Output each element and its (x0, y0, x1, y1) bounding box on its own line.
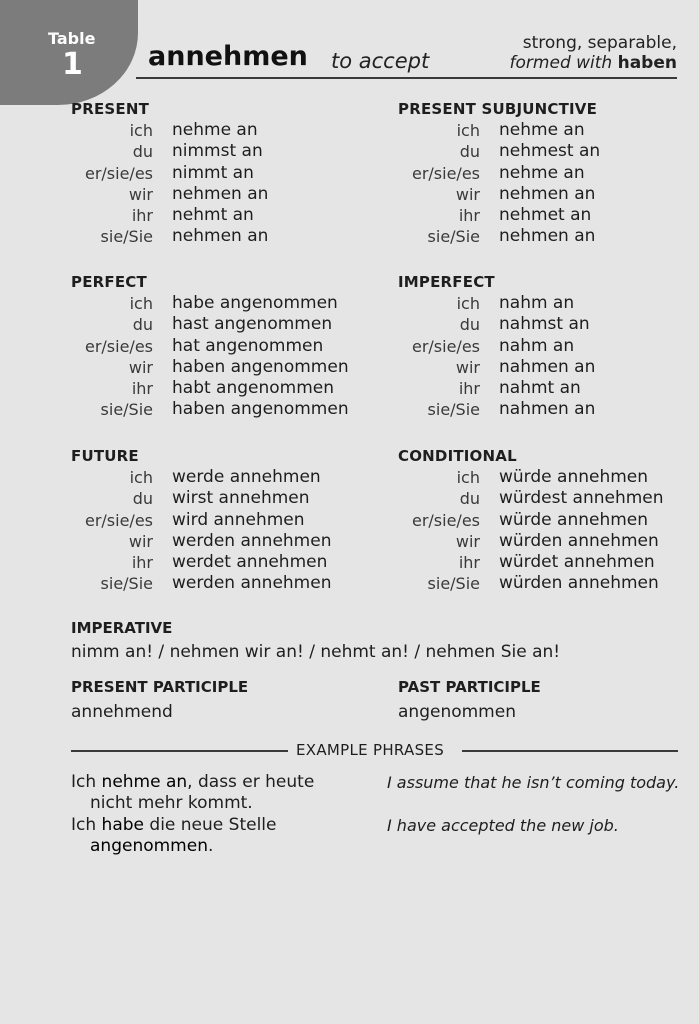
conjugation-row (398, 509, 649, 531)
verb-form: nahmt an (499, 378, 581, 399)
pronoun: wir (455, 184, 480, 204)
conjugation-row (71, 399, 349, 420)
conjugation-row (398, 226, 597, 247)
header-rule (136, 77, 677, 79)
conjugation-row (398, 335, 575, 357)
conjugation-row (398, 205, 597, 226)
verb-form: nahm an (499, 293, 575, 313)
pronoun: ich (129, 121, 153, 140)
pronoun: ihr (458, 553, 480, 573)
verb-class-info: strong, separable, (522, 33, 677, 53)
verb-form: nehmen an (172, 183, 269, 204)
auxiliary-info: formed with haben (509, 53, 677, 73)
pronoun: ihr (131, 553, 153, 573)
verb-form: würdest annehmen (499, 488, 664, 509)
verb-form: nahmen an (499, 399, 596, 420)
verb-form: würden annehmen (499, 573, 659, 594)
conjugation-row (71, 183, 269, 205)
example-verb: nehme an (101, 772, 188, 792)
verb-form: nehmen an (499, 183, 596, 204)
example-phrases-label: EXAMPLE PHRASES (296, 741, 445, 759)
verb-form: hast angenommen (172, 314, 333, 335)
pronoun: wir (455, 357, 480, 377)
pronoun: sie/Sie (100, 574, 153, 594)
conjugation-row (71, 488, 310, 509)
pronoun: wir (455, 531, 480, 551)
section-title: IMPERFECT (398, 273, 495, 291)
pronoun: wir (128, 531, 153, 551)
verb-form: würde annehmen (499, 509, 649, 530)
conjugation-row (398, 488, 664, 509)
pronoun: er/sie/es (84, 510, 153, 530)
verb-form: werden annehmen (172, 530, 332, 551)
conjugation-row (71, 226, 269, 247)
present-participle-value: annehmend (71, 702, 173, 722)
verb-form: haben angenommen (172, 356, 349, 377)
conjugation-row (71, 314, 333, 335)
conjugation-row (398, 552, 655, 573)
pronoun: ich (456, 468, 480, 487)
conjugation-row (398, 141, 601, 162)
verb-form: nehmest an (499, 141, 601, 162)
section-title: PRESENT SUBJUNCTIVE (398, 100, 598, 118)
conjugation-row (71, 141, 263, 162)
pronoun: du (132, 142, 153, 162)
verb-form: werde annehmen (172, 467, 321, 487)
example-english-2: I have accepted the new job. (387, 816, 619, 835)
section-future (71, 445, 332, 595)
conjugation-row (71, 530, 332, 552)
conjugation-row (398, 467, 649, 488)
verb-form: nimmt an (172, 162, 254, 183)
pronoun: er/sie/es (84, 163, 153, 183)
pronoun: ich (129, 294, 153, 313)
example-verb: angenommen (90, 836, 208, 856)
table-label: Table (48, 29, 96, 48)
section-perfect (71, 271, 349, 421)
conjugation-row (398, 378, 581, 399)
conjugation-row (398, 120, 597, 141)
pronoun: du (132, 315, 153, 335)
conjugation-row (71, 356, 349, 378)
verb-form: habt angenommen (172, 378, 335, 399)
conjugation-row (71, 335, 324, 357)
pronoun: ihr (131, 379, 153, 399)
example-german-1: Ich nehme an, dass er heute nicht mehr kommt. (71, 772, 315, 813)
past-participle-value: angenommen (398, 702, 516, 722)
conjugation-row (398, 163, 597, 184)
pronoun: sie/Sie (427, 574, 480, 594)
pronoun: er/sie/es (411, 336, 480, 356)
conjugation-row (71, 378, 335, 399)
conjugation-row (398, 184, 597, 205)
conjugation-row (398, 399, 596, 420)
verb-form: werdet annehmen (172, 552, 328, 573)
pronoun: du (459, 142, 480, 162)
example-german-2: Ich habe die neue Stelle angenommen. (71, 815, 277, 856)
section-title: CONDITIONAL (398, 447, 517, 465)
section-imperfect (398, 271, 596, 421)
verb-form: nehmen an (499, 226, 596, 247)
table-tab (0, 0, 138, 105)
imperative-title: IMPERATIVE (71, 619, 173, 637)
section-title: PERFECT (71, 273, 147, 291)
pronoun: er/sie/es (84, 336, 153, 356)
verb-form: nehme an (499, 120, 585, 140)
pronoun: sie/Sie (100, 400, 153, 420)
conjugation-row (71, 573, 332, 594)
section-present-subjunctive (398, 98, 601, 248)
conjugation-row (71, 467, 321, 488)
pronoun: ihr (131, 206, 153, 226)
verb-form: nehmen an (172, 226, 269, 247)
example-rule-left (71, 750, 288, 752)
pronoun: wir (128, 357, 153, 377)
example-verb: habe (101, 815, 144, 835)
example-english-1: I assume that he isn’t coming today. (387, 773, 680, 792)
section-title: FUTURE (71, 447, 139, 465)
verb-form: würdet annehmen (499, 552, 655, 573)
verb-form: hat angenommen (172, 335, 324, 356)
imperative-forms: nimm an! / nehmen wir an! / nehmt an! / nehmen Sie an! (71, 642, 561, 662)
example-rule-right (462, 750, 678, 752)
verb-form: habe angenommen (172, 293, 338, 313)
verb-form: wird annehmen (172, 509, 305, 530)
pronoun: du (459, 489, 480, 509)
pronoun: du (459, 315, 480, 335)
pronoun: ich (129, 468, 153, 487)
pronoun: du (132, 489, 153, 509)
verb-form: haben angenommen (172, 399, 349, 420)
conjugation-row (71, 293, 338, 314)
verb-form: nehmt an (172, 205, 254, 226)
section-present (71, 98, 269, 248)
pronoun: ich (456, 294, 480, 313)
verb-title: annehmen (148, 41, 308, 72)
present-participle-title: PRESENT PARTICIPLE (71, 678, 249, 696)
verb-translation: to accept (331, 49, 430, 73)
verb-form: würden annehmen (499, 530, 659, 551)
verb-form: nahmen an (499, 356, 596, 377)
conjugation-row (71, 552, 328, 573)
verb-form: nehme an (172, 120, 258, 140)
pronoun: wir (128, 184, 153, 204)
conjugation-row (398, 293, 575, 314)
pronoun: er/sie/es (411, 163, 480, 183)
pronoun: ihr (458, 379, 480, 399)
conjugation-row (71, 205, 254, 226)
section-title: PRESENT (71, 100, 150, 118)
pronoun: sie/Sie (427, 227, 480, 247)
verb-form: wirst annehmen (172, 488, 310, 509)
conjugation-row (71, 120, 258, 141)
verb-form: nahm an (499, 335, 575, 356)
conjugation-row (398, 356, 596, 378)
verb-form: nimmst an (172, 141, 263, 162)
conjugation-row (71, 162, 254, 184)
verb-form: nehme an (499, 162, 585, 183)
section-conditional (398, 445, 664, 595)
conjugation-row (398, 573, 659, 594)
verb-form: würde annehmen (499, 467, 649, 487)
verb-form: werden annehmen (172, 573, 332, 594)
verb-form: nehmet an (499, 205, 592, 226)
pronoun: ich (456, 121, 480, 140)
pronoun: ihr (458, 206, 480, 226)
conjugation-row (398, 530, 659, 552)
pronoun: sie/Sie (100, 227, 153, 247)
table-number: 1 (62, 47, 83, 82)
verb-form: nahmst an (499, 314, 590, 335)
conjugation-row (71, 509, 305, 531)
conjugation-row (398, 314, 590, 335)
pronoun: sie/Sie (427, 400, 480, 420)
past-participle-title: PAST PARTICIPLE (398, 678, 541, 696)
pronoun: er/sie/es (411, 510, 480, 530)
